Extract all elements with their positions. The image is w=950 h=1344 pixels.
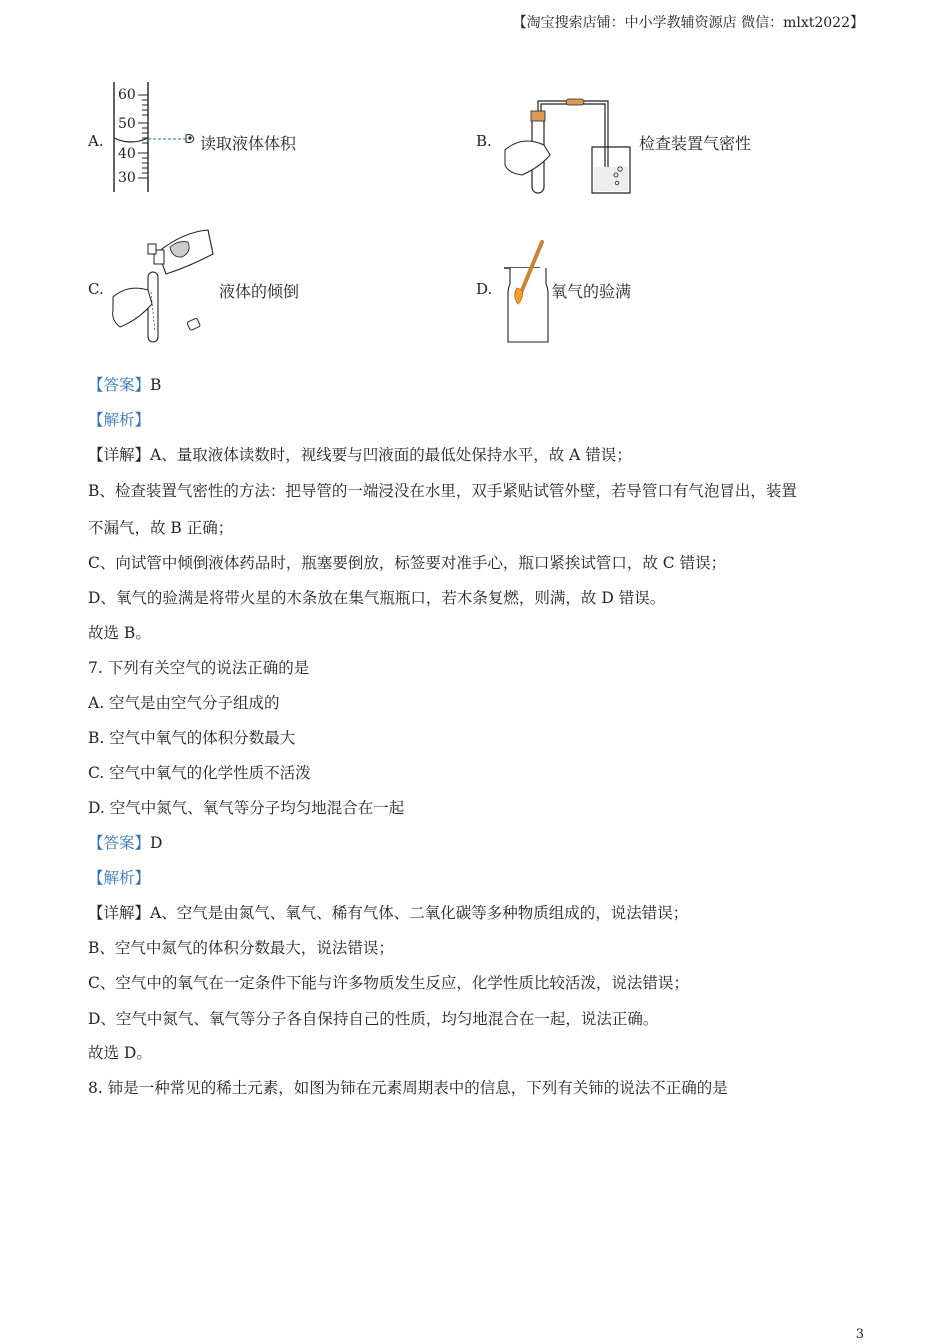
q6-detail-line: C、向试管中倾倒液体药品时，瓶塞要倒放，标签要对准手心，瓶口紧挨试管口，故 C 错误； — [88, 554, 727, 572]
figure-c-caption: 液体的倾倒 — [219, 282, 300, 301]
figure-d-caption: 氧气的验满 — [551, 282, 632, 301]
q7-option: B. 空气中氧气的体积分数最大 — [88, 729, 296, 747]
answer-tag: 【答案】 — [88, 376, 151, 394]
detail-tag: 【详解】 — [88, 904, 151, 922]
figure-b-caption: 检查装置气密性 — [639, 134, 752, 153]
q7-option: A. 空气是由空气分子组成的 — [88, 694, 280, 712]
figure-a-caption: 读取液体体积 — [200, 134, 297, 153]
figure-c-letter: C. — [88, 280, 104, 298]
q6-detail-line: B、检查装置气密性的方法：把导管的一端浸没在水里，双手紧贴试管外壁，若导管口有气泡冒出，装置 — [88, 482, 797, 500]
q7-option: D. 空气中氮气、氧气等分子均匀地混合在一起 — [88, 799, 405, 817]
scale-label-30: 30 — [118, 170, 136, 186]
page-header: 【淘宝搜索店铺：中小学教辅资源店 微信：mlxt2022】 — [512, 15, 864, 31]
liquid-pouring-figure — [108, 212, 218, 347]
detail-text: A、量取液体读数时，视线要与凹液面的最低处保持水平，故 A 错误； — [150, 446, 632, 464]
scale-label-50: 50 — [118, 116, 136, 132]
q6-answer — [88, 374, 161, 396]
detail-text: A、空气是由氮气、氧气、稀有气体、二氧化碳等多种物质组成的，说法错误； — [150, 904, 689, 922]
q6-detail-line: D、氧气的验满是将带火星的木条放在集气瓶瓶口，若木条复燃，则满，故 D 错误。 — [88, 589, 666, 607]
q7-answer — [88, 832, 162, 854]
q7-stem: 7. 下列有关空气的说法正确的是 — [88, 659, 310, 677]
page-number: 3 — [855, 1327, 864, 1342]
detail-tag: 【详解】 — [88, 446, 151, 464]
q7-detail-line: B、空气中氮气的体积分数最大，说法错误； — [88, 939, 394, 957]
q7-conclusion: 故选 D。 — [88, 1044, 152, 1062]
q6-detail-line: 不漏气，故 B 正确； — [88, 519, 234, 537]
figure-d-letter: D. — [476, 280, 493, 298]
q6-detail-line — [88, 444, 632, 466]
answer-value: D — [150, 834, 163, 852]
q7-detail-line — [88, 902, 688, 924]
q7-detail-line: C、空气中的氧气在一定条件下能与许多物质发生反应，化学性质比较活泼，说法错误； — [88, 974, 689, 992]
answer-value: B — [150, 376, 162, 394]
figure-b-letter: B. — [476, 132, 492, 150]
analysis-tag: 【解析】 — [88, 869, 151, 887]
q7-detail-line: D、空气中氮气、氧气等分子各自保持自己的性质，均匀地混合在一起，说法正确。 — [88, 1010, 659, 1028]
q8-stem: 8. 铈是一种常见的稀土元素，如图为铈在元素周期表中的信息，下列有关铈的说法不正确的是 — [88, 1079, 728, 1097]
figure-a-letter: A. — [88, 132, 104, 150]
q7-analysis-heading — [88, 867, 150, 889]
scale-label-40: 40 — [118, 146, 136, 162]
airtightness-check-figure — [500, 95, 640, 200]
analysis-tag: 【解析】 — [88, 411, 151, 429]
scale-label-60: 60 — [118, 87, 136, 103]
q7-option: C. 空气中氧气的化学性质不活泼 — [88, 764, 311, 782]
q6-analysis-heading — [88, 409, 150, 431]
answer-tag: 【答案】 — [88, 834, 151, 852]
q6-conclusion: 故选 B。 — [88, 624, 151, 642]
